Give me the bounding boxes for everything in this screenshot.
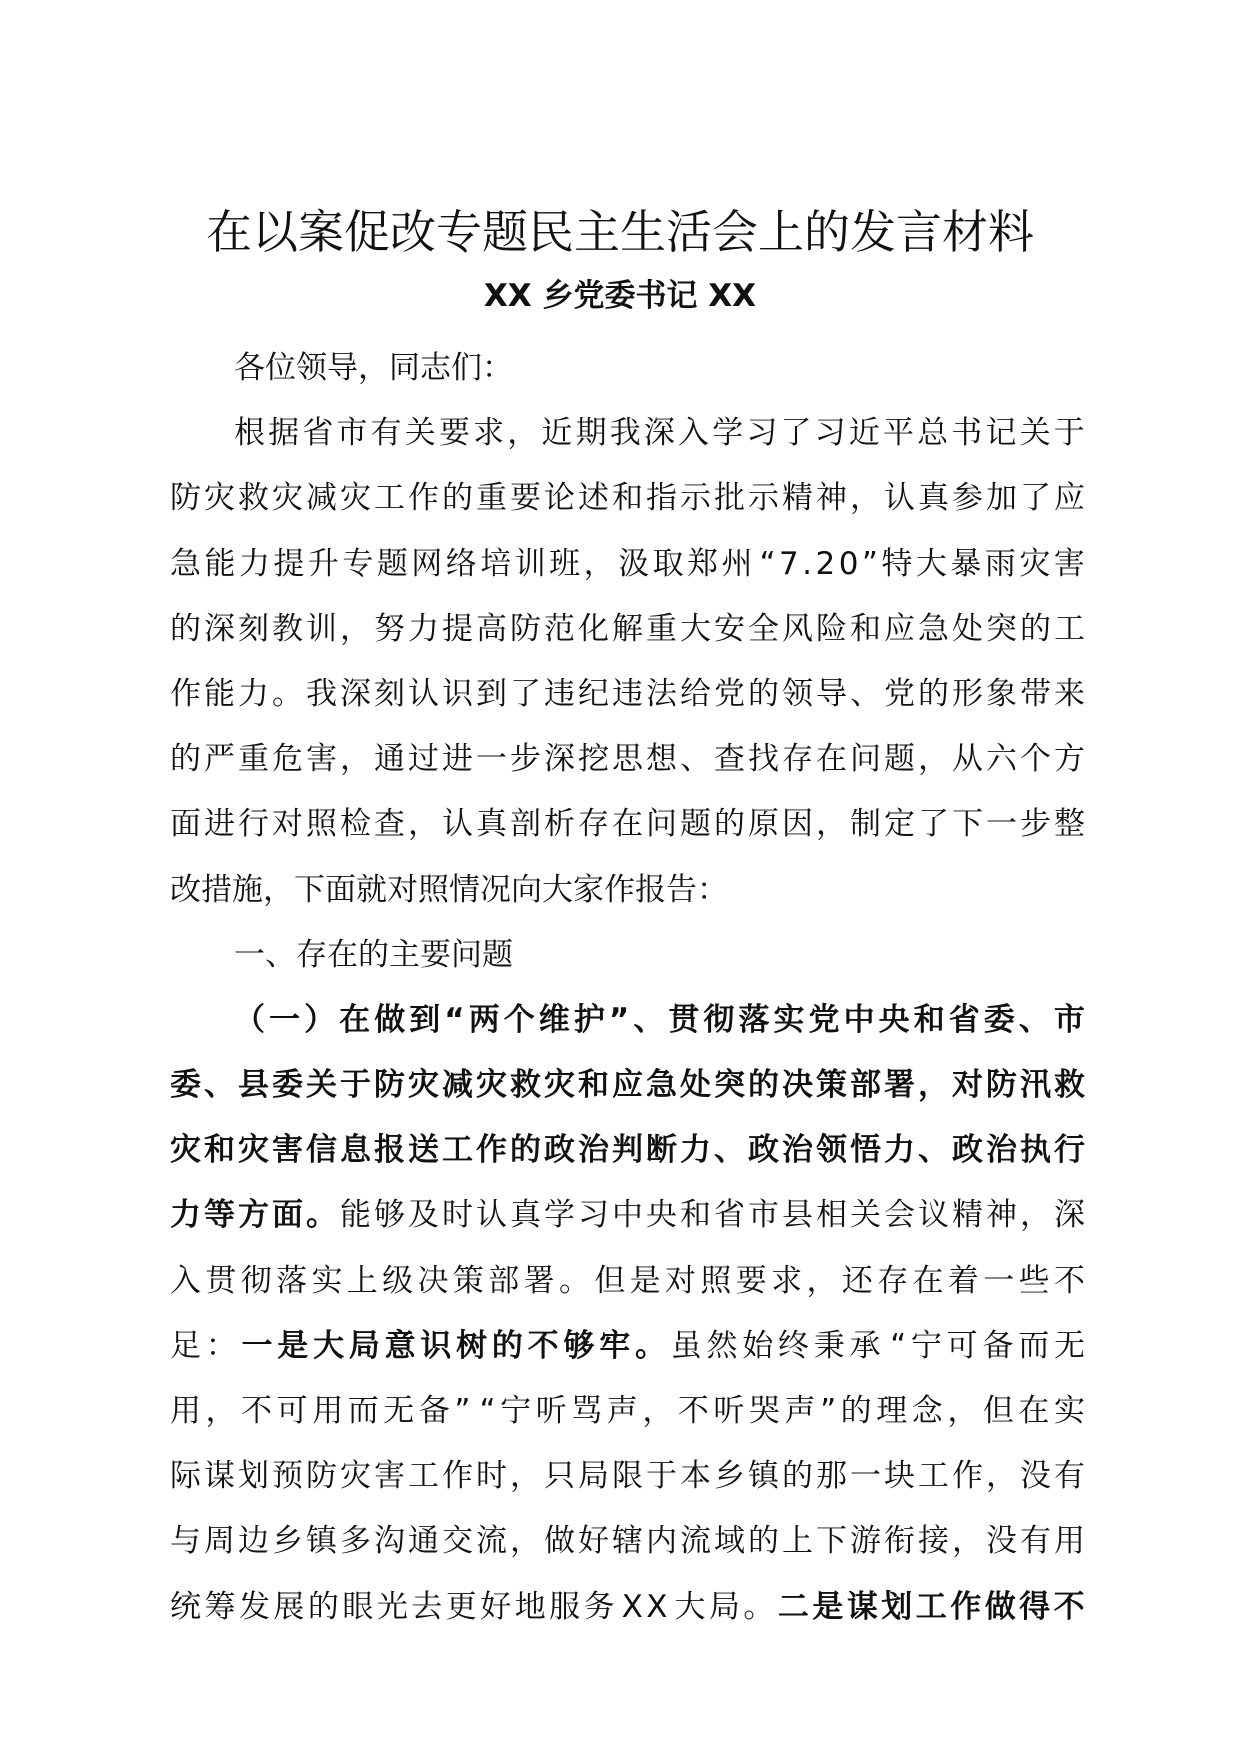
- body-line: 的 深 刻 教 训 ， 努 力 提 高 防 范 化 解 重 大 安 全 风 险 和 应 急 处 突 的 工: [170, 610, 1085, 647]
- body-line: 力 等 方 面 。 能 够 及 时 认 真 学 习 中 央 和 省 市 县 相 关 会 议 精 神 ， 深: [170, 1197, 1085, 1234]
- body-line: 与 周 边 乡 镇 多 沟 通 交 流 ， 做 好 辖 内 流 域 的 上 下 游 衔 接 ， 没 有 用: [170, 1523, 1085, 1560]
- body-line: 根 据 省 市 有 关 要 求 ， 近 期 我 深 入 学 习 了 习 近 平 总 书 记 关 于: [234, 415, 1085, 452]
- body-line: 用 ， 不 可 用 而 无 备 ” “ 宁 听 骂 声 ， 不 听 哭 声 ” 的 理 念 ， 但 在 实: [170, 1393, 1085, 1429]
- body-line: 改 措 施 ， 下 面 就 对 照 情 况 向 大 家 作 报 告 ：: [170, 871, 728, 908]
- body-line: 一 、 存 在 的 主 要 问 题: [234, 936, 513, 973]
- document-title: 在以案促改专题民主生活会上的发言材料: [206, 205, 1034, 259]
- body-line: 入 贯 彻 落 实 上 级 决 策 部 署 。 但 是 对 照 要 求 ， 还 存 在 着 一 些 不: [170, 1262, 1085, 1299]
- body-line: 统 筹 发 展 的 眼 光 去 更 好 地 服 务 X X 大 局 。 二 是 谋 划 工 作 做 得 不: [170, 1588, 1085, 1625]
- body-line: 各 位 领 导 ， 同 志 们 ：: [234, 350, 513, 386]
- body-line: 作 能 力 。 我 深 刻 认 识 到 了 违 纪 违 法 给 党 的 领 导 、 党 的 形 象 带 来: [170, 675, 1085, 712]
- body-line: 防 灾 救 灾 减 灾 工 作 的 重 要 论 述 和 指 示 批 示 精 神 ， 认 真 参 加 了 应: [170, 480, 1085, 517]
- body-line: 际 谋 划 预 防 灾 害 工 作 时 ， 只 局 限 于 本 乡 镇 的 那 一 块 工 作 ， 没 有: [170, 1458, 1085, 1495]
- document-author: XX 乡党委书记 XX: [483, 278, 757, 314]
- body-line: （ 一 ） 在 做 到 “ 两 个 维 护 ” 、 贯 彻 落 实 党 中 央 和 省 委 、 市: [234, 1001, 1085, 1038]
- body-line: 急 能 力 提 升 专 题 网 络 培 训 班 ， 汲 取 郑 州 “ 7 . 2 0 ” 特 大 暴 雨 灾 害: [170, 545, 1085, 582]
- body-line: 面 进 行 对 照 检 查 ， 认 真 剖 析 存 在 问 题 的 原 因 ， 制 定 了 下 一 步 整: [170, 806, 1085, 843]
- body-line: 委 、 县 委 关 于 防 灾 减 灾 救 灾 和 应 急 处 突 的 决 策 部 署 ， 对 防 汛 救: [170, 1067, 1085, 1104]
- document-body: [170, 336, 1085, 1640]
- body-line: 足 ： 一 是 大 局 意 识 树 的 不 够 牢 。 虽 然 始 终 秉 承 “ 宁 可 备 而 无: [170, 1327, 1085, 1364]
- body-line: 的 严 重 危 害 ， 通 过 进 一 步 深 挖 思 想 、 查 找 存 在 问 题 ， 从 六 个 方: [170, 741, 1085, 778]
- body-line: 灾 和 灾 害 信 息 报 送 工 作 的 政 治 判 断 力 、 政 治 领 悟 力 、 政 治 执 行: [170, 1132, 1085, 1169]
